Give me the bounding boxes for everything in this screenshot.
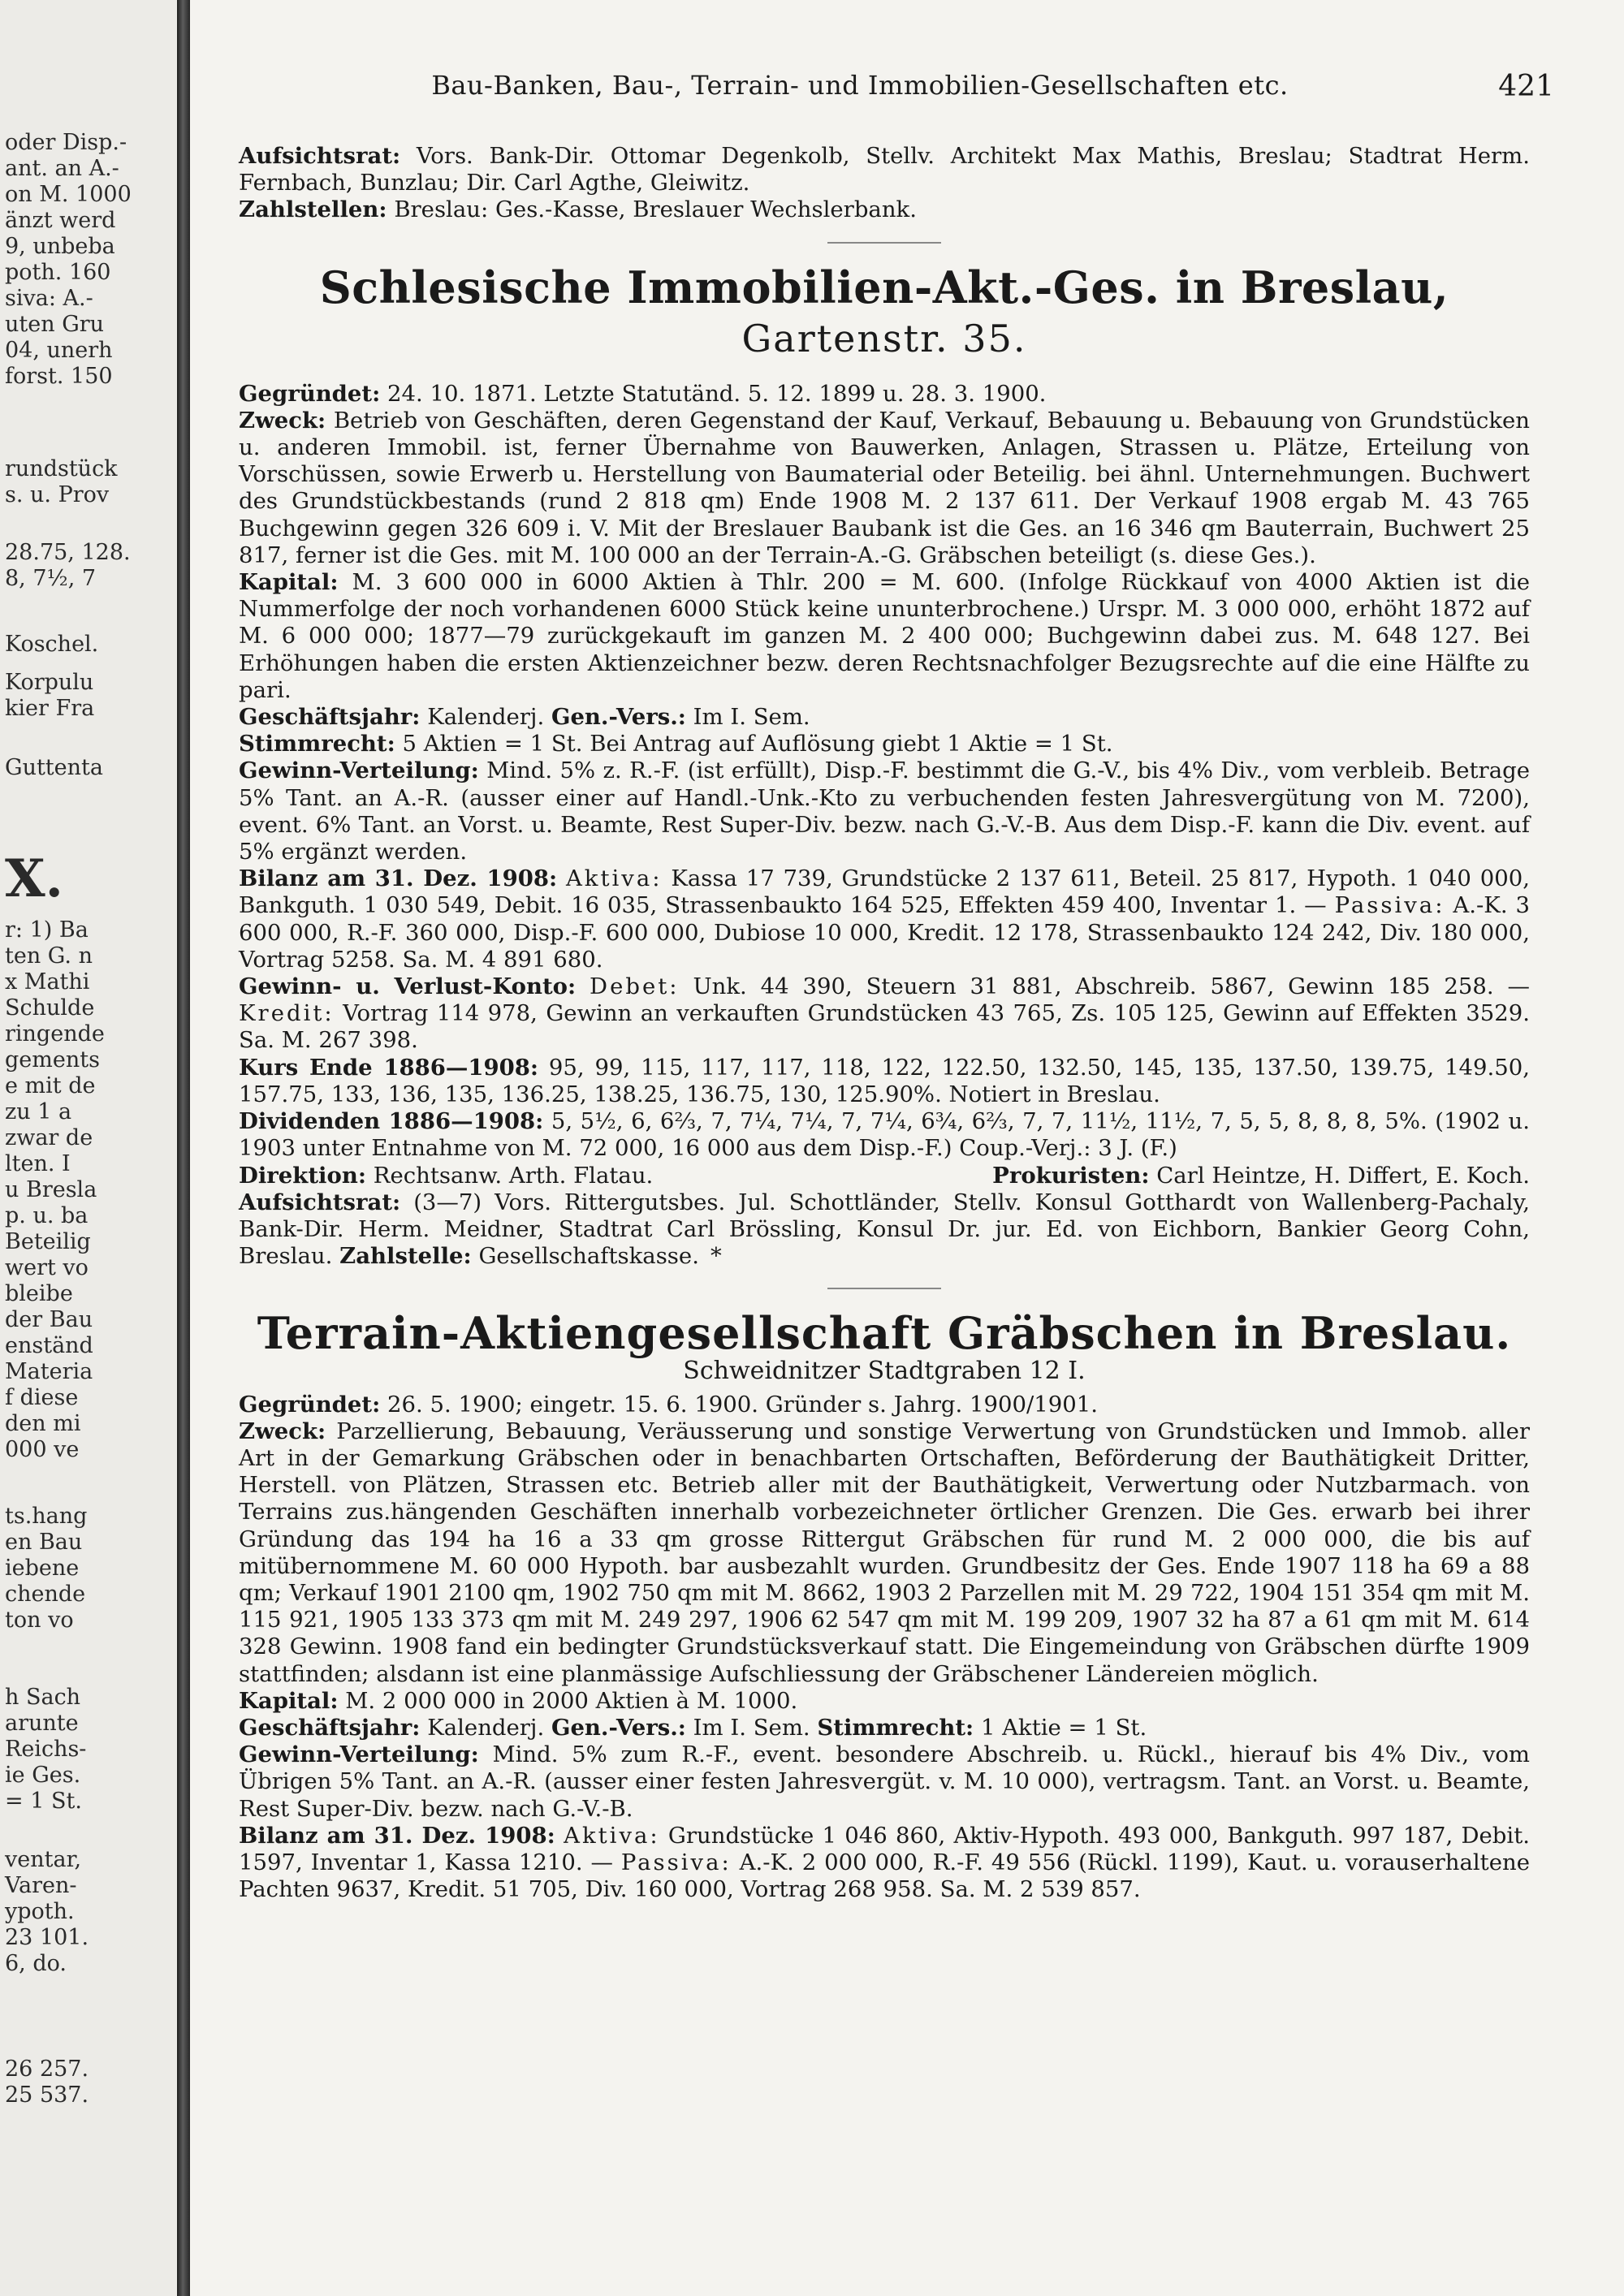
left-fragment: Reichs- bbox=[5, 1737, 87, 1762]
left-fragment: ypoth. bbox=[5, 1899, 75, 1924]
left-fragment: lten. I bbox=[5, 1151, 71, 1176]
field-text: (3—7) Vors. Rittergutsbes. Jul. Schottländer, Stellv. Konsul Gotthardt von Wallenberg-Pachaly, Bank-Dir. Herm. Meidner, Stadtrat Carl Brössling, Konsul Dr. jur. Ed. von Eichborn, Bankier Georg Cohn, Breslau. bbox=[239, 1189, 1530, 1270]
left-fragment: 8, 7½, 7 bbox=[5, 566, 97, 591]
field-text: 95, 99, 115, 117, 117, 118, 122, 122.50, 132.50, 145, 135, 137.50, 139.75, 149.50, 157.75, 133, 136, 135, 136.25, 138.25, 136.75, 130, 125.90%. Notiert in Breslau. bbox=[239, 1054, 1530, 1107]
left-fragment: e mit de bbox=[5, 1073, 96, 1098]
field-label: Gewinn- u. Verlust-Konto: bbox=[239, 973, 577, 1000]
left-fragment: 28.75, 128. bbox=[5, 540, 131, 565]
right-page bbox=[190, 0, 1624, 2296]
field-text: Im I. Sem. bbox=[693, 704, 810, 731]
field-label: Zahlstelle: bbox=[339, 1243, 472, 1270]
left-fragment: ringende bbox=[5, 1021, 105, 1047]
field-label: Gewinn-Verteilung: bbox=[239, 757, 479, 784]
field-label: Gen.-Vers.: bbox=[551, 1714, 686, 1741]
field-label: Gegründet: bbox=[239, 380, 381, 407]
c1-geschaeftsjahr bbox=[239, 704, 1530, 731]
c1-direktion-row bbox=[239, 1163, 1530, 1189]
left-fragment: 26 257. bbox=[5, 2056, 89, 2082]
field-text: Rechtsanw. Arth. Flatau. bbox=[373, 1162, 654, 1189]
field-label: Gewinn-Verteilung: bbox=[239, 1741, 479, 1768]
left-fragment: X. bbox=[5, 848, 63, 909]
left-fragment: ts.hang bbox=[5, 1504, 88, 1529]
left-fragment: zu 1 a bbox=[5, 1099, 72, 1124]
field-text: Mind. 5% zum R.-F., event. besondere Abschreib. u. Rückl., hierauf bis 4% Div., vom Übrigen 5% Tant. an A.-R. (ausser einer festen Jahresvergüt. v. M. 10 000), vertragsm. Tant. an Vorst. u. Beamte, Rest Super-Div. bezw. nach G.-V.-B. bbox=[239, 1741, 1530, 1822]
running-title: Bau-Banken, Bau-, Terrain- und Immobilien-Gesellschaften etc. bbox=[431, 70, 1289, 101]
field-text: 1 Aktie = 1 St. bbox=[980, 1714, 1147, 1741]
c2-zweck bbox=[239, 1418, 1530, 1688]
field-text: Betrieb von Geschäften, deren Gegenstand der Kauf, Verkauf, Bebauung u. Bebauung von Grundstücken u. anderen Immobil. ist, ferner Übernahme von Bauwerken, Anlagen, Strassen u. Plätze, Erteilung von Vorschüssen, sowie Erwerb u. Herstellung von Baumaterial oder Beteilig. bei ähnl. Unternehmungen. Buchwert des Grundstückbestands (rund 2 818 qm) Ende 1908 M. 2 137 611. Der Verkauf 1908 ergab M. 43 765 Buchgewinn gegen 326 609 i. V. Mit der Breslauer Baubank ist die Ges. an 16 346 qm Bauterrain, Buchwert 25 817, ferner ist die Ges. mit M. 100 000 an der Terrain-A.-G. Gräbschen beteiligt (s. diese Ges.). bbox=[239, 407, 1530, 568]
left-fragment: u Bresla bbox=[5, 1177, 97, 1202]
field-text: Grundstücke 1 046 860, Aktiv-Hypoth. 493 000, Bankguth. 997 187, Debit. 1597, Inventar 1, Kassa 1210. — bbox=[239, 1822, 1530, 1875]
field-text: Breslau: Ges.-Kasse, Breslauer Wechslerbank. bbox=[394, 196, 917, 223]
c1-gewinn-verteilung bbox=[239, 757, 1530, 865]
c1-bilanz bbox=[239, 865, 1530, 973]
field-text: Vors. Bank-Dir. Ottomar Degenkolb, Stellv. Architekt Max Mathis, Breslau; Stadtrat Herm. Fernbach, Bunzlau; Dir. Carl Agthe, Gleiwitz. bbox=[239, 143, 1530, 196]
field-text: M. 2 000 000 in 2000 Aktien à M. 1000. bbox=[345, 1687, 798, 1714]
main-text bbox=[239, 143, 1530, 1903]
field-label: Stimmrecht: bbox=[239, 731, 395, 757]
left-fragment: Guttenta bbox=[5, 755, 103, 780]
left-fragment: Schulde bbox=[5, 995, 95, 1021]
field-text: 5 Aktien = 1 St. Bei Antrag auf Auflösung giebt 1 Aktie = 1 St. bbox=[402, 731, 1113, 757]
field-text: Carl Heintze, H. Differt, E. Koch. bbox=[1156, 1162, 1530, 1189]
left-fragment: Beteilig bbox=[5, 1229, 91, 1254]
field-text: Kalenderj. bbox=[427, 1714, 545, 1741]
left-fragment: änzt werd bbox=[5, 208, 116, 233]
c2-gewinn-verteilung bbox=[239, 1741, 1530, 1823]
company-1-heading bbox=[239, 263, 1530, 363]
left-fragment: siva: A.- bbox=[5, 286, 93, 311]
field-text: M. 3 600 000 in 6000 Aktien à Thlr. 200 = M. 600. (Infolge Rückkauf von 4000 Aktien ist die Nummerfolge der noch vorhandenen 6000 Stück keine ununterbrochene.) Urspr. M. 3 000 000, erhöht 1872 auf M. 6 000 000; 1877—79 zurückgekauft im ganzen M. 2 400 000; Buchgewinn dabei zus. M. 648 127. Bei Erhöhungen haben die ersten Aktienzeichner bezw. deren Rechtsnachfolger Bezugsrechte auf die eine Hälfte zu pari. bbox=[239, 569, 1530, 703]
left-fragment: gements bbox=[5, 1047, 100, 1072]
c1-zweck bbox=[239, 408, 1530, 569]
left-fragment: en Bau bbox=[5, 1530, 83, 1555]
field-text: Mind. 5% z. R.-F. (ist erfüllt), Disp.-F. bestimmt die G.-V., bis 4% Div., vom verbleib. Betrage 5% Tant. an A.-R. (ausser einer auf Handl.-Unk.-Kto zu verbuchenden festen Jahresvergütung von M. 7200), event. 6% Tant. an Vorst. u. Beamte, Rest Super-Div. bezw. nach G.-V.-B. Aus dem Disp.-F. kann die Div. event. auf 5% ergänzt werden. bbox=[239, 757, 1530, 865]
field-text: Im I. Sem. bbox=[693, 1714, 810, 1741]
left-fragment: ten G. n bbox=[5, 943, 93, 969]
left-fragment: iebene bbox=[5, 1556, 80, 1581]
book-gutter bbox=[177, 0, 190, 2296]
left-fragment: p. u. ba bbox=[5, 1203, 89, 1228]
aktiva-label: Aktiva: bbox=[564, 1822, 660, 1849]
left-fragment: rundstück bbox=[5, 456, 118, 481]
left-fragment: Varen- bbox=[5, 1873, 77, 1898]
c1-aufsichtsrat bbox=[239, 1189, 1530, 1271]
field-label: Bilanz am 31. Dez. 1908: bbox=[239, 1822, 555, 1849]
field-text: A.-K. 2 000 000, R.-F. 49 556 (Rückl. 1199), Kaut. u. vorauserhaltene Pachten 9637, Kredit. 51 705, Div. 160 000, Vortrag 268 958. Sa. M. 2 539 857. bbox=[239, 1849, 1530, 1903]
field-text: 5, 5½, 6, 6⅔, 7, 7¼, 7¼, 7, 7¼, 6¾, 6⅔, 7, 7, 11½, 11½, 7, 5, 5, 8, 8, 8, 5%. (1902 u. 1903 unter Entnahme von M. 72 000, 16 000 aus dem Disp.-F.) Coup.-Verj.: 3 J. (F.) bbox=[239, 1108, 1530, 1162]
left-page-strip bbox=[0, 0, 177, 2296]
c1-gegruendet bbox=[239, 381, 1530, 408]
field-label: Geschäftsjahr: bbox=[239, 704, 421, 731]
field-text: 26. 5. 1900; eingetr. 15. 6. 1900. Gründer s. Jahrg. 1900/1901. bbox=[387, 1391, 1098, 1418]
left-fragment: r: 1) Ba bbox=[5, 917, 89, 943]
field-text: Kalenderj. bbox=[427, 704, 545, 731]
c1-prokuristen bbox=[992, 1163, 1530, 1189]
footnote-star: * bbox=[710, 1243, 722, 1270]
c1-stimmrecht bbox=[239, 731, 1530, 757]
field-text: Vortrag 114 978, Gewinn an verkauften Grundstücken 43 765, Zs. 105 125, Gewinn auf Effekten 3529. Sa. M. 267 398. bbox=[239, 1000, 1530, 1054]
page-header bbox=[190, 70, 1554, 103]
left-fragment: on M. 1000 bbox=[5, 182, 132, 207]
left-fragment: 6, do. bbox=[5, 1951, 67, 1976]
section-divider bbox=[827, 1288, 941, 1289]
left-fragment: f diese bbox=[5, 1385, 79, 1410]
left-fragment: 04, unerh bbox=[5, 338, 113, 363]
left-fragment: 23 101. bbox=[5, 1925, 89, 1950]
company-2-name: Terrain-Aktiengesellschaft Gräbschen in Breslau. bbox=[257, 1307, 1512, 1360]
left-fragment: x Mathi bbox=[5, 969, 90, 995]
left-fragment: oder Disp.- bbox=[5, 130, 127, 155]
page-number: 421 bbox=[1498, 70, 1554, 103]
field-text: A.-K. 3 600 000, R.-F. 360 000, Disp.-F. 600 000, Dubiose 10 000, Kredit. 12 178, Strassenbaukto 124 242, Div. 180 000, Vortrag 5258. Sa. M. 4 891 680. bbox=[239, 892, 1530, 973]
c1-kurs bbox=[239, 1055, 1530, 1108]
left-fragment: den mi bbox=[5, 1411, 81, 1436]
field-label: Geschäftsjahr: bbox=[239, 1714, 421, 1741]
left-fragment: ie Ges. bbox=[5, 1763, 81, 1788]
passiva-label: Passiva: bbox=[1334, 892, 1445, 919]
c2-gegruendet bbox=[239, 1392, 1530, 1418]
c1-dividenden bbox=[239, 1108, 1530, 1162]
left-fragment: zwar de bbox=[5, 1125, 93, 1150]
c1-direktion bbox=[239, 1163, 653, 1189]
left-fragment: 25 537. bbox=[5, 2082, 89, 2108]
left-fragment: bleibe bbox=[5, 1281, 73, 1306]
company-1-name: Schlesische Immobilien-Akt.-Ges. in Breslau, bbox=[319, 261, 1449, 313]
c2-bilanz bbox=[239, 1823, 1530, 1904]
c2-geschaeftsjahr bbox=[239, 1715, 1530, 1741]
left-fragment: 9, unbeba bbox=[5, 234, 115, 259]
passiva-label: Passiva: bbox=[620, 1849, 732, 1875]
c1-kapital bbox=[239, 569, 1530, 704]
c1-guv bbox=[239, 973, 1530, 1055]
left-fragment: Materia bbox=[5, 1359, 93, 1384]
left-fragment: arunte bbox=[5, 1711, 79, 1736]
field-label: Stimmrecht: bbox=[817, 1714, 974, 1741]
field-label: Kurs Ende 1886—1908: bbox=[239, 1054, 539, 1081]
left-fragment: Koschel. bbox=[5, 632, 99, 657]
prev-zahlstellen bbox=[239, 196, 1530, 223]
left-fragment: ton vo bbox=[5, 1608, 74, 1633]
debet-label: Debet: bbox=[590, 973, 680, 1000]
section-divider bbox=[827, 242, 941, 244]
c2-kapital bbox=[239, 1688, 1530, 1715]
field-label: Dividenden 1886—1908: bbox=[239, 1108, 544, 1135]
company-1-address: Gartenstr. 35. bbox=[741, 316, 1027, 360]
company-2-address: Schweidnitzer Stadtgraben 12 I. bbox=[683, 1357, 1086, 1386]
field-text: Parzellierung, Bebauung, Veräusserung und sonstige Verwertung von Grundstücken und Immob. aller Art in der Gemarkung Gräbschen oder in benachbarten Ortschaften, Beförderung der Bauthätigkeit Dritter, Herstell. von Plätzen, Strassen etc. Betrieb aller mit der Bauthätigkeit, Verwertung oder Nutzbarmach. von Terrains zus.hängenden Geschäften innerhalb vorbezeichneter örtlicher Grenzen. Die Ges. erwarb bei ihrer Gründung das 194 ha 16 a 33 qm grosse Rittergut Gräbschen für rund M. 2 000 000, die bis auf mitübernommene M. 60 000 Hypoth. bar ausbezahlt wurden. Grundbesitz der Ges. Ende 1907 118 ha 69 a 88 qm; Verkauf 1901 2100 qm, 1902 750 qm mit M. 8662, 1903 2 Parzellen mit M. 29 722, 1904 151 354 qm mit M. 115 921, 1905 133 373 qm mit M. 249 297, 1906 62 547 qm mit M. 199 209, 1907 32 ha 87 a 61 qm mit M. 614 328 Gewinn. 1908 fand ein bedingter Grundstücksverkauf statt. Die Eingemeindung von Gräbschen dürfte 1909 stattfinden; alsdann ist eine planmässige Aufschliessung der Gräbschener Ländereien möglich. bbox=[239, 1418, 1530, 1687]
field-label: Kapital: bbox=[239, 1687, 339, 1714]
left-fragment: der Bau bbox=[5, 1307, 93, 1332]
left-fragment: s. u. Prov bbox=[5, 482, 110, 507]
left-fragment: enständ bbox=[5, 1333, 93, 1358]
field-label: Zweck: bbox=[239, 407, 326, 434]
prev-aufsichtsrat bbox=[239, 143, 1530, 196]
field-label: Gen.-Vers.: bbox=[551, 704, 686, 731]
aktiva-label: Aktiva: bbox=[565, 865, 663, 892]
field-label: Direktion: bbox=[239, 1162, 366, 1189]
field-text: Gesellschaftskasse. bbox=[478, 1243, 699, 1270]
field-label: Kapital: bbox=[239, 569, 339, 596]
left-fragment: ventar, bbox=[5, 1847, 82, 1872]
field-text: Kassa 17 739, Grundstücke 2 137 611, Beteil. 25 817, Hypoth. 1 040 000, Bankguth. 1 030 549, Debit. 16 035, Strassenbaukto 164 525, Effekten 459 400, Inventar 1. — bbox=[239, 865, 1530, 919]
field-label: Bilanz am 31. Dez. 1908: bbox=[239, 865, 558, 892]
left-fragment: h Sach bbox=[5, 1685, 81, 1710]
left-fragment: wert vo bbox=[5, 1255, 89, 1280]
field-label: Prokuristen: bbox=[992, 1162, 1150, 1189]
field-label: Zweck: bbox=[239, 1418, 326, 1444]
left-fragment: 000 ve bbox=[5, 1437, 80, 1462]
field-text: 24. 10. 1871. Letzte Statutänd. 5. 12. 1899 u. 28. 3. 1900. bbox=[387, 380, 1047, 407]
left-fragment: poth. 160 bbox=[5, 260, 111, 285]
left-fragment: kier Fra bbox=[5, 696, 95, 721]
left-fragment: forst. 150 bbox=[5, 364, 113, 389]
kredit-label: Kredit: bbox=[239, 1000, 335, 1027]
field-label: Zahlstellen: bbox=[239, 196, 387, 223]
left-fragment: uten Gru bbox=[5, 312, 105, 337]
left-fragment: = 1 St. bbox=[5, 1789, 82, 1814]
field-label: Aufsichtsrat: bbox=[239, 143, 401, 169]
left-fragment: ant. an A.- bbox=[5, 156, 119, 181]
left-fragment: chende bbox=[5, 1582, 86, 1607]
field-label: Gegründet: bbox=[239, 1391, 381, 1418]
field-text: Unk. 44 390, Steuern 31 881, Abschreib. 5867, Gewinn 185 258. — bbox=[693, 973, 1530, 1000]
left-fragment: Korpulu bbox=[5, 670, 94, 695]
field-label: Aufsichtsrat: bbox=[239, 1189, 401, 1215]
